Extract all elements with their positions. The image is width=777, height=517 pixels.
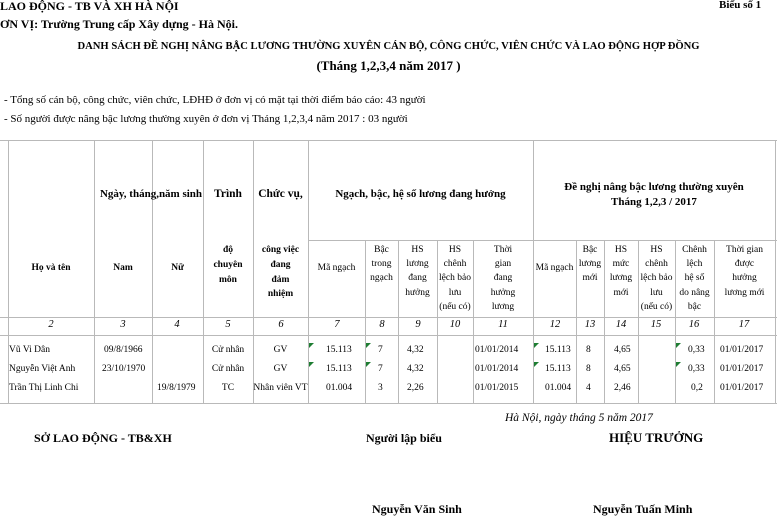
department-signature-title: SỞ LAO ĐỘNG - TB&XH xyxy=(34,431,172,445)
column-number: 5 xyxy=(225,319,231,330)
subheader-cur-grade: Bậc trong ngạch xyxy=(370,245,393,284)
cell-note-marker xyxy=(309,343,314,348)
cell-note-marker xyxy=(676,362,681,367)
column-number: 2 xyxy=(48,319,54,330)
subheader-cur-diff: HS chênh lệch bảo lưu (nếu có) xyxy=(439,245,471,312)
cell-note-marker xyxy=(676,343,681,348)
subheader-new-diff: HS chênh lệch bảo lưu (nếu có) xyxy=(640,245,673,312)
column-number: 3 xyxy=(120,319,126,330)
cell-new-code: 15.113 xyxy=(545,364,571,374)
cell-name: Trần Thị Linh Chi xyxy=(9,383,79,393)
column-number: 15 xyxy=(650,319,662,330)
subheader-level: độ chuyên môn xyxy=(213,245,243,285)
subheader-new-coef: HS mức lương mới xyxy=(609,245,633,298)
cell-cur-grade: 7 xyxy=(378,364,383,374)
header-current-salary: Ngạch, bậc, hệ số lương đang hưởng xyxy=(335,188,506,200)
subheader-name: Họ và tên xyxy=(31,263,71,273)
cell-new-grade: 8 xyxy=(586,364,591,374)
subheader-position: công việc đang đảm nhiệm xyxy=(261,245,300,300)
subheader-cur-code: Mã ngạch xyxy=(317,263,356,273)
header-position: Chức vụ, xyxy=(258,188,303,200)
column-number: 16 xyxy=(688,319,700,330)
cell-new-coef: 4,65 xyxy=(614,364,631,374)
form-number: Biểu số 1 xyxy=(719,0,762,11)
subheader-raise-diff: Chênh lệch hệ số do nâng bậc xyxy=(679,245,710,312)
cell-level: Cử nhân xyxy=(211,345,245,355)
cell-cur-coef: 2,26 xyxy=(407,383,424,393)
unit-name: ƠN VỊ: Trường Trung cấp Xây dựng - Hà Nội. xyxy=(0,17,238,31)
cell-cur-time: 01/01/2014 xyxy=(475,364,519,374)
cell-name: Vũ Vi Dân xyxy=(9,345,50,355)
preparer-name: Nguyễn Văn Sinh xyxy=(372,502,462,516)
document-subtitle: (Tháng 1,2,3,4 năm 2017 ) xyxy=(316,58,461,73)
column-number: 17 xyxy=(738,319,750,330)
subheader-new-time: Thời gian được hưởng lương mới xyxy=(724,245,765,298)
header-proposed-line2: Tháng 1,2,3 / 2017 xyxy=(611,196,697,208)
cell-new-grade: 4 xyxy=(586,383,591,393)
cell-note-marker xyxy=(534,362,539,367)
principal-signature-title: HIỆU TRƯỞNG xyxy=(609,430,704,445)
cell-position: GV xyxy=(273,364,288,374)
cell-new-code: 01.004 xyxy=(545,383,572,393)
subheader-cur-coef: HS lương đang hưởng xyxy=(405,245,430,298)
header-proposed-line1: Đề nghị nâng bậc lương thường xuyên xyxy=(564,181,744,193)
cell-level: Cử nhân xyxy=(211,364,245,374)
cell-cur-coef: 4,32 xyxy=(407,345,424,355)
cell-dob-male: 23/10/1970 xyxy=(102,364,146,374)
cell-new-grade: 8 xyxy=(586,345,591,355)
table-row xyxy=(0,381,777,397)
document-title: DANH SÁCH ĐỀ NGHỊ NÂNG BẬC LƯƠNG THƯỜNG XUYÊN CÁN BỘ, CÔNG CHỨC, VIÊN CHỨC VÀ LAO ĐỘNG HỢP ĐỒNG xyxy=(77,41,700,52)
subheader-male: Nam xyxy=(113,263,133,273)
cell-raise-diff: 0,2 xyxy=(691,383,703,393)
cell-note-marker xyxy=(366,343,371,348)
subheader-new-grade: Bậc lương mới xyxy=(578,245,602,284)
cell-new-time: 01/01/2017 xyxy=(720,383,764,393)
cell-new-code: 15.113 xyxy=(545,345,571,355)
column-number: 4 xyxy=(174,319,180,330)
cell-note-marker xyxy=(309,362,314,367)
subheader-cur-time: Thời gian đang hưởng lương xyxy=(490,245,516,312)
table-row xyxy=(0,362,777,378)
principal-name: Nguyễn Tuấn Minh xyxy=(593,502,693,516)
summary-total-staff: - Tổng số cán bộ, công chức, viên chức, LĐHĐ ở đơn vị có mặt tại thời điểm báo cáo: 43 người xyxy=(4,94,426,106)
cell-dob-female: 19/8/1979 xyxy=(157,383,196,393)
column-number: 6 xyxy=(278,319,284,330)
cell-cur-time: 01/01/2015 xyxy=(475,383,519,393)
column-number: 7 xyxy=(334,319,340,330)
agency-name: LAO ĐỘNG - TB VÀ XH HÀ NỘI xyxy=(0,0,179,13)
cell-new-time: 01/01/2017 xyxy=(720,345,764,355)
subheader-new-code: Mã ngạch xyxy=(535,263,574,273)
cell-dob-male: 09/8/1966 xyxy=(104,345,143,355)
header-level: Trình xyxy=(214,188,242,200)
cell-raise-diff: 0,33 xyxy=(688,345,705,355)
cell-level: TC xyxy=(221,383,235,393)
cell-cur-code: 01.004 xyxy=(326,383,353,393)
cell-note-marker xyxy=(534,343,539,348)
cell-cur-code: 15.113 xyxy=(326,345,352,355)
cell-cur-code: 15.113 xyxy=(326,364,352,374)
column-number: 12 xyxy=(549,319,561,330)
cell-new-time: 01/01/2017 xyxy=(720,364,764,374)
column-number: 13 xyxy=(584,319,596,330)
cell-raise-diff: 0,33 xyxy=(688,364,705,374)
subheader-female: Nữ xyxy=(171,263,184,273)
preparer-signature-title: Người lập biểu xyxy=(366,431,442,445)
summary-raised-count: - Số người được nâng bậc lương thường xuyên ở đơn vị Tháng 1,2,3,4 năm 2017 : 03 người xyxy=(4,113,408,125)
cell-cur-coef: 4,32 xyxy=(407,364,424,374)
cell-position: GV xyxy=(273,345,288,355)
column-number: 10 xyxy=(449,319,461,330)
cell-new-coef: 4,65 xyxy=(614,345,631,355)
cell-name: Nguyễn Việt Anh xyxy=(9,364,76,374)
cell-new-coef: 2,46 xyxy=(614,383,631,393)
cell-position: Nhân viên VT xyxy=(253,383,308,393)
signing-date: Hà Nội, ngày tháng 5 năm 2017 xyxy=(505,412,653,424)
table-row xyxy=(0,343,777,359)
column-number: 8 xyxy=(379,319,385,330)
cell-cur-grade: 7 xyxy=(378,345,383,355)
column-number: 14 xyxy=(615,319,627,330)
header-dob: Ngày, tháng,năm sinh xyxy=(99,188,203,200)
cell-note-marker xyxy=(366,362,371,367)
cell-cur-time: 01/01/2014 xyxy=(475,345,519,355)
column-number: 11 xyxy=(498,319,508,330)
column-number: 9 xyxy=(415,319,421,330)
cell-cur-grade: 3 xyxy=(378,383,383,393)
